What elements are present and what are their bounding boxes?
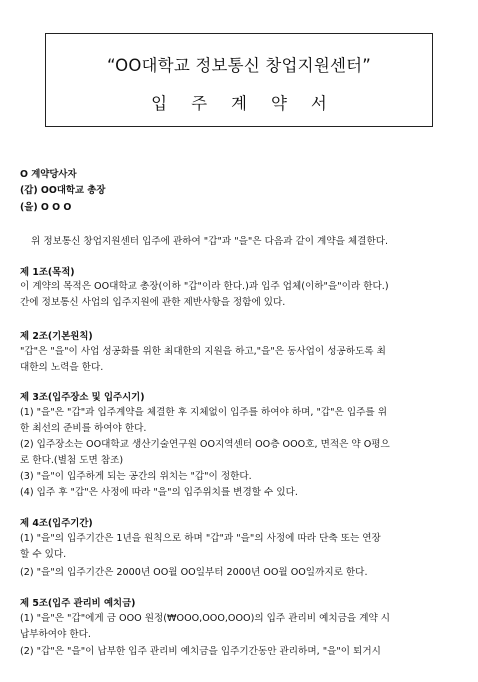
article-5-line: (2) "갑"은 "을"이 납부한 입주 관리비 예치금을 입주기간동안 관리하며, "을"이 퇴거시 xyxy=(20,646,381,657)
article-5-line: 납부하여야 한다. xyxy=(20,629,91,640)
article-5-title: 제 5조(입주 관리비 예치금) xyxy=(20,598,136,609)
document-subtitle: 입주계약서 xyxy=(151,94,351,113)
article-4-line: (2) "을"의 입주기간은 2000년 OO월 OO일부터 2000년 OO월 OO일까지로 한다. xyxy=(20,567,368,578)
article-3-line: 한 최선의 준비를 하여야 한다. xyxy=(20,423,147,434)
article-4-title: 제 4조(입주기간) xyxy=(20,518,93,529)
article-3-title: 제 3조(입주장소 및 입주시기) xyxy=(20,392,145,403)
article-2-line: 대한의 노력을 한다. xyxy=(20,362,104,373)
article-2-line: "갑"은 "을"이 사업 성공화를 위한 최대한의 지원을 하고,"을"은 동사업이 성공하도록 최 xyxy=(20,346,386,357)
article-3-line: 로 한다.(별첨 도면 참조) xyxy=(20,455,124,466)
article-1-line: 이 계약의 목적은 OO대학교 총장(이하 "갑"이라 한다.)과 입주 업체(이하"을"이라 한다.) xyxy=(20,281,389,292)
article-4-line: (1) "을"의 입주기간은 1년을 원칙으로 하며 "갑"과 "을"의 사정에 따라 단축 또는 연장 xyxy=(20,533,381,544)
intro-text: 위 정보통신 창업지원센터 입주에 관하여 "갑"과 "을"은 다음과 같이 계약을 체결한다. xyxy=(31,236,389,247)
article-3-line: (3) "을"이 입주하게 되는 공간의 위치는 "갑"이 정한다. xyxy=(20,471,252,482)
party-eul: (을) O O O xyxy=(20,202,72,213)
article-1-line: 간에 정보통신 사업의 입주지원에 관한 제반사항을 정함에 있다. xyxy=(20,297,286,308)
title-box xyxy=(45,33,433,127)
article-2-title: 제 2조(기본원칙) xyxy=(20,331,93,342)
article-5-line: (1) "을"은 "갑"에게 금 OOO 원정(₩OOO,OOO,OOO)의 입주 관리비 예치금을 계약 시 xyxy=(20,613,391,624)
article-3-line: (2) 입주장소는 OO대학교 생산기술연구원 OO지역센터 OO층 OOO호, 면적은 약 O평으 xyxy=(20,439,390,450)
document-title: “OO대학교 정보통신 창업지원센터” xyxy=(107,56,371,75)
party-gap: (갑) OO대학교 총장 xyxy=(20,185,106,196)
parties-heading: O 계약당사자 xyxy=(20,169,77,180)
article-3-line: (4) 입주 후 "갑"은 사정에 따라 "을"의 입주위치를 변경할 수 있다. xyxy=(20,487,298,498)
article-4-line: 할 수 있다. xyxy=(20,549,67,560)
article-3-line: (1) "을"은 "갑"과 입주계약을 체결한 후 지체없이 입주를 하여야 하며, "갑"은 입주를 위 xyxy=(20,407,388,418)
article-1-title: 제 1조(목적) xyxy=(20,267,75,278)
